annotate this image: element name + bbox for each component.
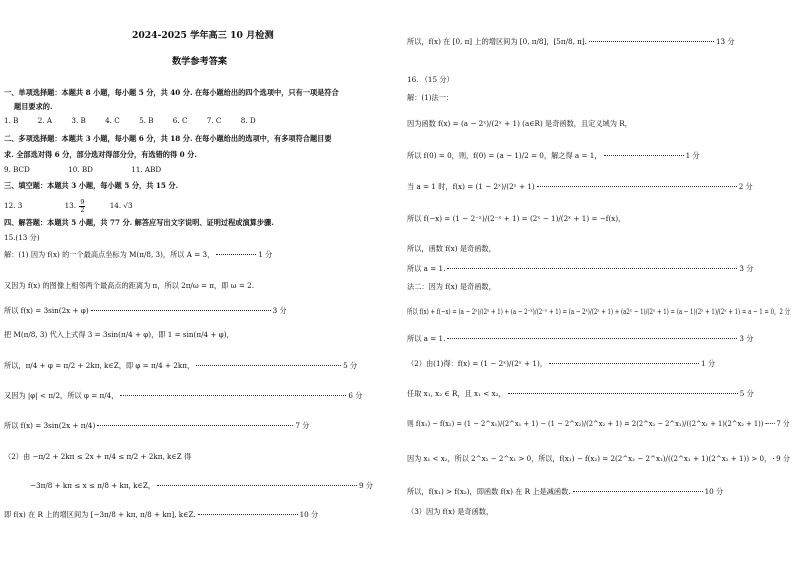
q16-line-10: 所以 a = 1. 3 分: [407, 334, 754, 343]
page-title: 2024-2025 学年高三 10 月检测: [132, 30, 274, 41]
section-3-answers: [4, 199, 133, 213]
q16-line-15: 所以，f(x₁) > f(x₂)，即函数 f(x) 在 R 上是减函数. 10 分: [407, 487, 724, 496]
section-2-heading: 二、多项选择题：本题共 3 小题，每小题 6 分，共 18 分. 在每小题给出的选项中，有多项符合题目要: [4, 134, 332, 143]
q16-line-12: 任取 x₁, x₂ ∈ R，且 x₁ < x₂， 5 分: [407, 389, 754, 398]
answer-13-fraction: $\frac{9}{2}$: [80, 198, 85, 214]
q16-line-14: 因为 x₁ < x₂，所以 2^x₂ − 2^x₁ > 0，所以，f(x₁) − f(x₂) = 2(2^x₂ − 2^x₁)/((2^x₁ + 1)(2^x₂ + 1)) > 0， 9 分: [407, 454, 790, 463]
answer-3: 3. B: [71, 116, 86, 125]
q15-line-1: 解：(1) 因为 f(x) 的一个最高点坐标为 M(π/8, 3)，所以 A = 3， 1 分: [4, 250, 273, 259]
question-16-label: 16. （15 分）: [407, 75, 454, 84]
section-1-heading-cont: 题目要求的.: [14, 102, 53, 111]
section-3-heading: 三、填空题：本题共 3 小题，每小题 5 分，共 15 分.: [4, 181, 179, 190]
answer-8: 8. D: [240, 116, 256, 125]
right-column: [397, 0, 794, 561]
q16-line-5: 所以 f(−x) = (1 − 2⁻ˣ)/(2⁻ˣ + 1) = (2ˣ − 1)/(2ˣ + 1) = −f(x)，: [407, 214, 626, 223]
answer-7: 7. C: [206, 116, 222, 125]
q15-line-6: 又因为 |φ| < π/2，所以 φ = π/4， 6 分: [4, 391, 363, 400]
question-15-label: 15.(13 分): [4, 233, 40, 242]
q15-line-9: −3π/8 + kπ ≤ x ≤ π/8 + kπ, k∈Z， 9 分: [30, 481, 374, 490]
section-2-heading-cont: 求. 全部选对得 6 分，部分选对得部分分，有选错的得 0 分.: [4, 150, 197, 159]
q16-line-11: （2）由(1)得：f(x) = (1 − 2ˣ)/(2ˣ + 1)， 1 分: [407, 359, 716, 368]
answer-9: 9. BCD: [4, 165, 30, 174]
q16-line-9: 所以 f(x) + f(−x) = (a − 2ˣ)/(2ˣ + 1) + (a − 2⁻ˣ)/(2⁻ˣ + 1) = (a − 2ˣ)/(2ˣ + 1) + (a2ˣ − 1)/(2ˣ + 1) = (a − 1)(2ˣ + 1)/(2ˣ + 1) = a − 1 = 0，2 分: [407, 307, 791, 316]
answer-10: 10. BD: [68, 165, 93, 174]
answer-14: 14. √3: [109, 201, 133, 211]
answer-11: 11. ABD: [131, 165, 162, 174]
q15-line-10: 即 f(x) 在 R 上的增区间为 [−3π/8 + kπ, π/8 + kπ], k∈Z. 10 分: [4, 510, 319, 519]
q16-line-3: 所以 f(0) = 0，则，f(0) = (a − 1)/2 = 0，解之得 a = 1， 1 分: [407, 151, 700, 160]
section-4-heading: 四、解答题：本题共 5 小题，共 77 分. 解答应写出文字说明、证明过程或演算步骤.: [4, 218, 274, 227]
page-subtitle: 数学参考答案: [172, 56, 228, 67]
q16-line-1: 解：(1)法一：: [407, 93, 454, 102]
q15-line-11: 所以，f(x) 在 [0, π] 上的增区间为 [0, π/8]，[5π/8, π]. 13 分: [407, 37, 735, 46]
section-1-heading: 一、单项选择题：本题共 8 小题，每小题 5 分，共 40 分. 在每小题给出的四个选项中，只有一项是符合: [4, 88, 339, 97]
answer-5: 5. B: [139, 116, 154, 125]
section-1-answers: [4, 117, 256, 124]
q15-line-7: 所以 f(x) = 3sin(2x + π/4) 7 分: [4, 421, 310, 430]
q16-line-8: 法二：因为 f(x) 是奇函数，: [407, 282, 496, 291]
q16-line-2: 因为函数 f(x) = (a − 2ˣ)/(2ˣ + 1) (a∈R) 是奇函数，且定义域为 R，: [407, 119, 632, 128]
q16-line-13: 则 f(x₁) − f(x₂) = (1 − 2^x₁)/(2^x₁ + 1) − (1 − 2^x₂)/(2^x₂ + 1) = 2(2^x₂ − 2^x₁)/((2^x₁ + 1)(2^x₂ + 1)) 7 分: [407, 419, 790, 428]
answer-12: 12. 3: [4, 201, 23, 211]
answer-13-label: 13.: [64, 201, 77, 211]
q15-line-4: 把 M(π/8, 3) 代入上式得 3 = 3sin(π/4 + φ)，即 1 = sin(π/4 + φ)，: [4, 330, 234, 339]
q15-line-3: 所以 f(x) = 3sin(2x + φ) 3 分: [4, 306, 287, 315]
q16-line-7: 所以 a = 1. 3 分: [407, 264, 754, 273]
answer-4: 4. C: [105, 116, 120, 125]
answer-2: 2. A: [37, 116, 53, 125]
answer-1: 1. B: [4, 116, 19, 125]
q15-line-2: 又因为 f(x) 的图像上相邻两个最高点的距离为 π，所以 2π/ω = π，即 ω = 2.: [4, 281, 254, 290]
q15-line-8: （2）由 −π/2 + 2kπ ≤ 2x + π/4 ≤ π/2 + 2kπ, k∈Z 得: [4, 452, 192, 461]
q16-line-6: 所以，函数 f(x) 是奇函数，: [407, 244, 496, 253]
section-2-answers: [4, 166, 161, 173]
q16-line-4: 当 a = 1 时，f(x) = (1 − 2ˣ)/(2ˣ + 1) 2 分: [407, 182, 753, 191]
q16-line-16: （3）因为 f(x) 是奇函数，: [407, 507, 494, 516]
answer-6: 6. C: [172, 116, 188, 125]
q15-line-5: 所以，π/4 + φ = π/2 + 2kπ, k∈Z，即 φ = π/4 + 2kπ， 5 分: [4, 361, 358, 370]
